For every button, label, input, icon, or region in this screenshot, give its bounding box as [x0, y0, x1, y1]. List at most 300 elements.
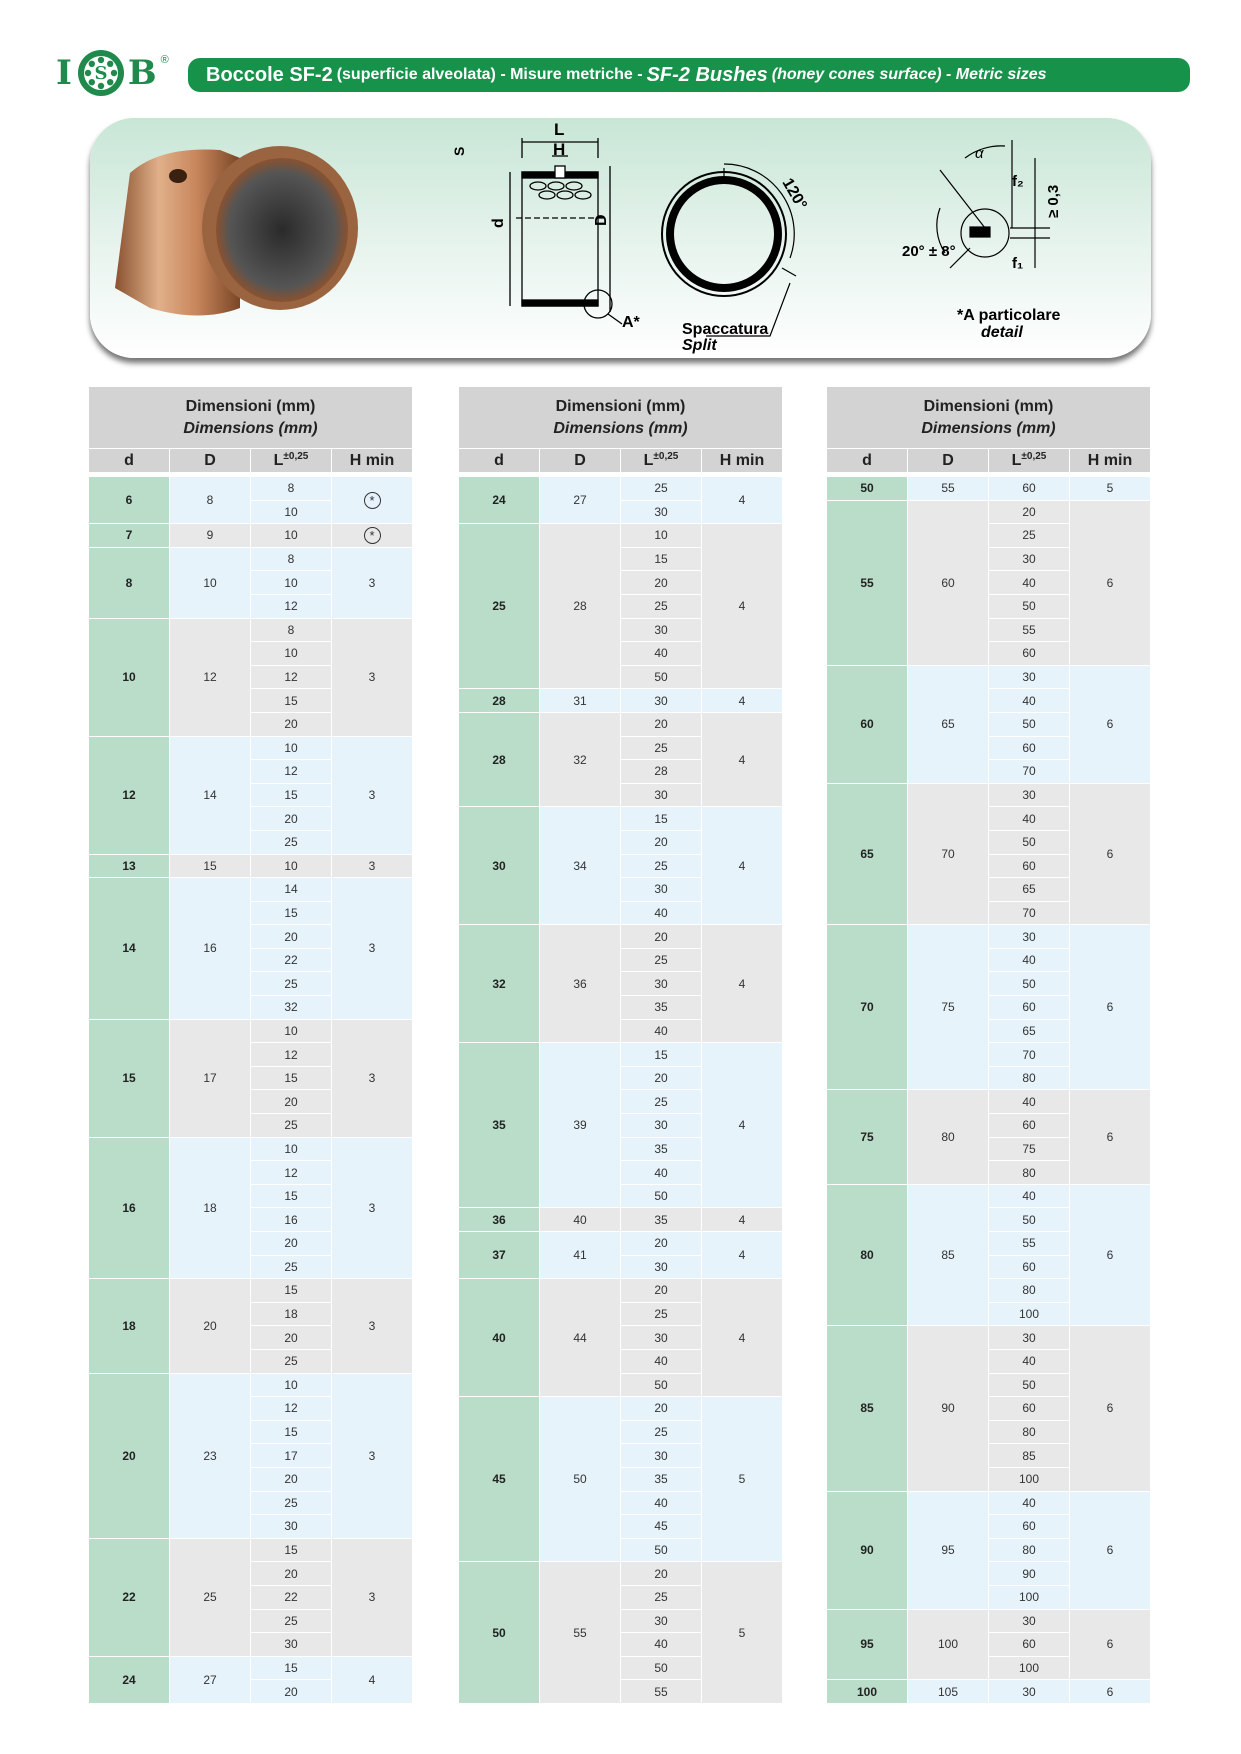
cell-H: 4 [702, 524, 783, 689]
isb-logo [56, 44, 169, 102]
cell-L: 40 [989, 571, 1070, 595]
table-row [89, 878, 413, 902]
table-row [459, 1043, 783, 1067]
table-row [459, 1279, 783, 1303]
detail-label-en: detail [981, 324, 1023, 341]
cell-D: 16 [170, 878, 251, 1020]
fig-label-f1: f₁ [1012, 255, 1024, 272]
cell-L: 10 [251, 500, 332, 524]
cell-D: 34 [540, 807, 621, 925]
title-it-sub: (superficie alveolata) - Misure metriche - [336, 66, 643, 83]
table-row [459, 1562, 783, 1586]
cell-L: 25 [621, 948, 702, 972]
cell-H: 6 [1070, 500, 1151, 665]
caption-it: Dimensioni (mm) [923, 397, 1054, 415]
table-row [827, 1184, 1151, 1208]
cell-d: 10 [89, 618, 170, 736]
cell-L: 50 [621, 1184, 702, 1208]
cell-L: 70 [989, 1043, 1070, 1067]
dimensions-table-1 [88, 386, 413, 1704]
title-en-main: SF-2 Bushes [646, 63, 768, 86]
cell-L: 20 [251, 1326, 332, 1350]
cell-L: 50 [989, 972, 1070, 996]
cell-L: 25 [621, 477, 702, 501]
cell-L: 12 [251, 594, 332, 618]
cell-L: 20 [621, 712, 702, 736]
cell-L: 25 [621, 1090, 702, 1114]
cell-L: 40 [621, 1161, 702, 1185]
cell-d: 70 [827, 925, 908, 1090]
cell-L: 20 [251, 1562, 332, 1586]
cell-D: 31 [540, 689, 621, 713]
cell-L: 50 [989, 594, 1070, 618]
table-row [459, 689, 783, 713]
cell-L: 30 [251, 1515, 332, 1539]
bush-photo [115, 146, 358, 316]
cell-L: 50 [621, 665, 702, 689]
cell-L: 90 [989, 1562, 1070, 1586]
cell-H: 4 [702, 1232, 783, 1279]
cell-L: 75 [989, 1137, 1070, 1161]
cell-L: 65 [989, 1019, 1070, 1043]
cell-H: 4 [702, 925, 783, 1043]
cell-L: 20 [621, 925, 702, 949]
cell-L: 30 [621, 1326, 702, 1350]
cell-L: 25 [251, 1114, 332, 1138]
cell-L: 30 [989, 665, 1070, 689]
col-header-L: $L^{\pm 0,25}$ [251, 449, 332, 473]
cell-d: 37 [459, 1232, 540, 1279]
cell-d: 12 [89, 736, 170, 854]
col-header-D: D [908, 449, 989, 473]
cell-L: 15 [621, 547, 702, 571]
cell-H: 4 [702, 712, 783, 806]
cell-L: 40 [621, 1491, 702, 1515]
cell-L: 25 [251, 1609, 332, 1633]
cell-H: 4 [702, 1208, 783, 1232]
cell-L: 20 [251, 1232, 332, 1256]
title-banner [188, 58, 1190, 92]
cell-H: 6 [1070, 665, 1151, 783]
cell-D: 12 [170, 618, 251, 736]
cell-L: 25 [251, 1255, 332, 1279]
cell-d: 30 [459, 807, 540, 925]
table-row [827, 783, 1151, 807]
cell-L: 15 [251, 1184, 332, 1208]
cell-D: 40 [540, 1208, 621, 1232]
cell-L: 50 [989, 712, 1070, 736]
cell-d: 8 [89, 547, 170, 618]
cell-L: 25 [251, 972, 332, 996]
split-ring-drawing [662, 164, 796, 336]
cell-L: 10 [251, 854, 332, 878]
cell-d: 13 [89, 854, 170, 878]
cell-H: 3 [332, 1137, 413, 1279]
cell-L: 50 [621, 1656, 702, 1680]
cell-D: 75 [908, 925, 989, 1090]
cell-d: 28 [459, 712, 540, 806]
cell-H: 4 [702, 477, 783, 524]
col-header-D: D [540, 449, 621, 473]
cell-D: 55 [908, 477, 989, 501]
cell-d: 50 [459, 1562, 540, 1704]
cell-L: 40 [989, 1491, 1070, 1515]
cell-d: 35 [459, 1043, 540, 1208]
cell-L: 55 [621, 1680, 702, 1704]
cell-D: 100 [908, 1609, 989, 1680]
cell-L: 30 [989, 783, 1070, 807]
cell-L: 35 [621, 1137, 702, 1161]
title-it-main: Boccole SF-2 [206, 63, 333, 86]
cell-H: 6 [1070, 1184, 1151, 1326]
cell-L: 10 [621, 524, 702, 548]
cell-d: 75 [827, 1090, 908, 1184]
cell-D: 20 [170, 1279, 251, 1373]
cell-L: 40 [989, 948, 1070, 972]
table-row [827, 925, 1151, 949]
cell-L: 30 [989, 925, 1070, 949]
cell-L: 40 [989, 689, 1070, 713]
cell-L: 15 [251, 1420, 332, 1444]
cell-L: 30 [621, 618, 702, 642]
asterisk-circle-icon: * [364, 527, 381, 544]
cell-L: 55 [989, 1232, 1070, 1256]
table-row [459, 524, 783, 548]
table-row [827, 500, 1151, 524]
cell-H: 6 [1070, 1680, 1151, 1704]
cell-L: 20 [621, 1397, 702, 1421]
fig-label-03: ≥ 0,3 [1045, 184, 1062, 218]
cell-H: 4 [702, 1043, 783, 1208]
cell-D: 60 [908, 500, 989, 665]
cell-L: 22 [251, 1585, 332, 1609]
cell-L: 25 [251, 1491, 332, 1515]
cell-H: 3 [332, 878, 413, 1020]
cell-L: 20 [989, 500, 1070, 524]
cell-D: 44 [540, 1279, 621, 1397]
table-row [827, 1326, 1151, 1350]
cell-d: 80 [827, 1184, 908, 1326]
dimensions-table-2 [458, 386, 783, 1704]
cell-L: 15 [251, 689, 332, 713]
cell-L: 28 [621, 760, 702, 784]
cell-d: 14 [89, 878, 170, 1020]
logo-letter-b: B [127, 53, 159, 93]
fig-label-alpha: α [975, 145, 984, 162]
cell-H: 6 [1070, 1491, 1151, 1609]
fig-label-120: 120° [778, 175, 810, 213]
table-row [459, 712, 783, 736]
cell-D: 55 [540, 1562, 621, 1704]
dimensions-table-3 [826, 386, 1151, 1704]
cell-L: 20 [621, 1232, 702, 1256]
cell-L: 40 [621, 642, 702, 666]
table-row [89, 854, 413, 878]
cell-L: 10 [251, 1137, 332, 1161]
cell-L: 30 [621, 1114, 702, 1138]
cell-L: 100 [989, 1302, 1070, 1326]
title-en-sub: (honey cones surface) - Metric sizes [771, 66, 1047, 83]
cell-L: 80 [989, 1066, 1070, 1090]
cell-d: 65 [827, 783, 908, 925]
caption-en: Dimensions (mm) [553, 419, 688, 437]
cell-L: 60 [989, 996, 1070, 1020]
cell-d: 40 [459, 1279, 540, 1397]
cell-L: 20 [251, 1467, 332, 1491]
cell-L: 20 [251, 925, 332, 949]
cell-d: 32 [459, 925, 540, 1043]
cell-H: 4 [702, 1279, 783, 1397]
cell-L: 60 [989, 1633, 1070, 1657]
cell-L: 100 [989, 1656, 1070, 1680]
cell-L: 15 [251, 783, 332, 807]
cell-L: 17 [251, 1444, 332, 1468]
cell-L: 80 [989, 1420, 1070, 1444]
table-caption [89, 387, 413, 449]
cell-L: 30 [251, 1633, 332, 1657]
cell-L: 70 [989, 760, 1070, 784]
cell-d: 85 [827, 1326, 908, 1491]
cell-L: 50 [989, 1373, 1070, 1397]
cell-L: 20 [621, 830, 702, 854]
caption-it: Dimensioni (mm) [185, 397, 316, 415]
fig-label-H: H [553, 140, 566, 159]
cell-L: 45 [621, 1515, 702, 1539]
table-row [89, 1137, 413, 1161]
table-row [827, 1090, 1151, 1114]
cell-L: 40 [989, 807, 1070, 831]
cell-H [332, 524, 413, 548]
svg-text:S: S [94, 63, 108, 84]
cell-L: 30 [621, 689, 702, 713]
cell-L: 40 [989, 1349, 1070, 1373]
cell-d: 22 [89, 1538, 170, 1656]
cell-H: 3 [332, 547, 413, 618]
table-row [89, 524, 413, 548]
col-header-L: $L^{\pm 0,25}$ [989, 449, 1070, 473]
cell-D: 36 [540, 925, 621, 1043]
cell-L: 12 [251, 1043, 332, 1067]
cell-L: 25 [621, 1585, 702, 1609]
table-row [827, 1609, 1151, 1633]
cell-L: 12 [251, 1397, 332, 1421]
cell-L: 60 [989, 1397, 1070, 1421]
split-label-it: Spaccatura [682, 321, 769, 338]
cell-L: 35 [621, 1208, 702, 1232]
cell-L: 12 [251, 760, 332, 784]
table-row [827, 477, 1151, 501]
cell-H [332, 477, 413, 524]
cell-L: 20 [621, 1279, 702, 1303]
caption-it: Dimensioni (mm) [555, 397, 686, 415]
cell-L: 30 [989, 1326, 1070, 1350]
table-row [89, 1656, 413, 1680]
cell-L: 35 [621, 1467, 702, 1491]
cell-d: 18 [89, 1279, 170, 1373]
table-row [459, 1397, 783, 1421]
cell-L: 100 [989, 1585, 1070, 1609]
cell-L: 10 [251, 1019, 332, 1043]
cell-L: 40 [621, 1349, 702, 1373]
cell-L: 8 [251, 618, 332, 642]
cell-L: 50 [621, 1538, 702, 1562]
detail-label-it: *A particolare [957, 307, 1061, 324]
table-row [89, 618, 413, 642]
cell-L: 25 [621, 1302, 702, 1326]
cell-L: 15 [251, 1279, 332, 1303]
cell-L: 10 [251, 736, 332, 760]
table-row [89, 477, 413, 501]
table-row [89, 1279, 413, 1303]
table-row [459, 1208, 783, 1232]
table-row [827, 1680, 1151, 1704]
cell-d: 36 [459, 1208, 540, 1232]
col-header-H: H min [702, 449, 783, 473]
cell-L: 60 [989, 642, 1070, 666]
cell-L: 14 [251, 878, 332, 902]
cell-D: 85 [908, 1184, 989, 1326]
cell-D: 10 [170, 547, 251, 618]
table-caption [827, 387, 1151, 449]
cell-L: 10 [251, 1373, 332, 1397]
cell-D: 27 [170, 1656, 251, 1703]
cell-L: 25 [989, 524, 1070, 548]
cell-D: 90 [908, 1326, 989, 1491]
cell-L: 40 [621, 1633, 702, 1657]
cell-H: 3 [332, 1019, 413, 1137]
table-row [89, 547, 413, 571]
cell-L: 70 [989, 901, 1070, 925]
cell-L: 30 [621, 1444, 702, 1468]
cell-d: 45 [459, 1397, 540, 1562]
bush-section-drawing [510, 138, 622, 324]
cell-D: 18 [170, 1137, 251, 1279]
cell-L: 25 [251, 1349, 332, 1373]
cell-d: 6 [89, 477, 170, 524]
cell-L: 15 [621, 1043, 702, 1067]
cell-D: 23 [170, 1373, 251, 1538]
cell-H: 3 [332, 854, 413, 878]
cell-L: 20 [251, 1680, 332, 1704]
cell-L: 25 [621, 1420, 702, 1444]
cell-L: 60 [989, 1114, 1070, 1138]
table-row [89, 1538, 413, 1562]
table-row [459, 807, 783, 831]
registered-mark: ® [160, 54, 169, 66]
cell-H: 4 [702, 689, 783, 713]
fig-label-D: D [593, 214, 610, 226]
caption-en: Dimensions (mm) [921, 419, 1056, 437]
cell-L: 25 [251, 830, 332, 854]
col-header-D: D [170, 449, 251, 473]
cell-D: 65 [908, 665, 989, 783]
cell-L: 50 [989, 830, 1070, 854]
cell-D: 9 [170, 524, 251, 548]
cell-L: 30 [621, 1255, 702, 1279]
table-row [827, 1491, 1151, 1515]
cell-L: 20 [251, 807, 332, 831]
cell-L: 15 [621, 807, 702, 831]
col-header-d: d [459, 449, 540, 473]
cell-L: 10 [251, 571, 332, 595]
cell-D: 25 [170, 1538, 251, 1656]
cell-D: 14 [170, 736, 251, 854]
cell-H: 5 [702, 1397, 783, 1562]
table-row [89, 1373, 413, 1397]
cell-d: 16 [89, 1137, 170, 1279]
cell-d: 7 [89, 524, 170, 548]
fig-label-d: d [490, 218, 507, 228]
cell-D: 105 [908, 1680, 989, 1704]
cell-L: 40 [989, 1090, 1070, 1114]
cell-H: 6 [1070, 925, 1151, 1090]
cell-H: 3 [332, 618, 413, 736]
cell-L: 60 [989, 736, 1070, 760]
fig-label-L: L [554, 120, 565, 139]
caption-en: Dimensions (mm) [183, 419, 318, 437]
cell-L: 15 [251, 1538, 332, 1562]
table-row [89, 1019, 413, 1043]
cell-L: 60 [989, 1255, 1070, 1279]
fig-label-f2: f₂ [1012, 173, 1024, 190]
fig-label-angle: 20° ± 8° [902, 243, 956, 260]
asterisk-circle-icon: * [364, 492, 381, 509]
technical-drawing-panel [90, 118, 1151, 358]
col-header-d: d [827, 449, 908, 473]
cell-H: 6 [1070, 1326, 1151, 1491]
cell-L: 30 [989, 1680, 1070, 1704]
cell-L: 20 [251, 1090, 332, 1114]
cell-D: 70 [908, 783, 989, 925]
table-row [459, 925, 783, 949]
cell-H: 3 [332, 1373, 413, 1538]
drawings-svg [90, 118, 1151, 358]
cell-d: 24 [459, 477, 540, 524]
cell-H: 3 [332, 1538, 413, 1656]
cell-d: 100 [827, 1680, 908, 1704]
cell-L: 85 [989, 1444, 1070, 1468]
logo-letter-i: I [56, 53, 74, 93]
fig-label-s3: S [451, 146, 467, 156]
cell-L: 20 [251, 712, 332, 736]
cell-L: 65 [989, 878, 1070, 902]
cell-d: 90 [827, 1491, 908, 1609]
col-header-d: d [89, 449, 170, 473]
cell-D: 28 [540, 524, 621, 689]
cell-d: 55 [827, 500, 908, 665]
cell-L: 15 [251, 1066, 332, 1090]
cell-D: 17 [170, 1019, 251, 1137]
cell-L: 30 [621, 1609, 702, 1633]
cell-L: 18 [251, 1302, 332, 1326]
cell-L: 20 [621, 1066, 702, 1090]
cell-H: 6 [1070, 1090, 1151, 1184]
cell-L: 30 [621, 878, 702, 902]
col-header-H: H min [332, 449, 413, 473]
cell-L: 100 [989, 1467, 1070, 1491]
cell-d: 24 [89, 1656, 170, 1703]
split-label-en: Split [682, 337, 717, 354]
cell-L: 40 [621, 1019, 702, 1043]
cell-L: 40 [621, 901, 702, 925]
cell-L: 8 [251, 547, 332, 571]
cell-d: 25 [459, 524, 540, 689]
table-row [827, 665, 1151, 689]
cell-D: 15 [170, 854, 251, 878]
cell-D: 8 [170, 477, 251, 524]
cell-L: 40 [989, 1184, 1070, 1208]
cell-L: 25 [621, 854, 702, 878]
